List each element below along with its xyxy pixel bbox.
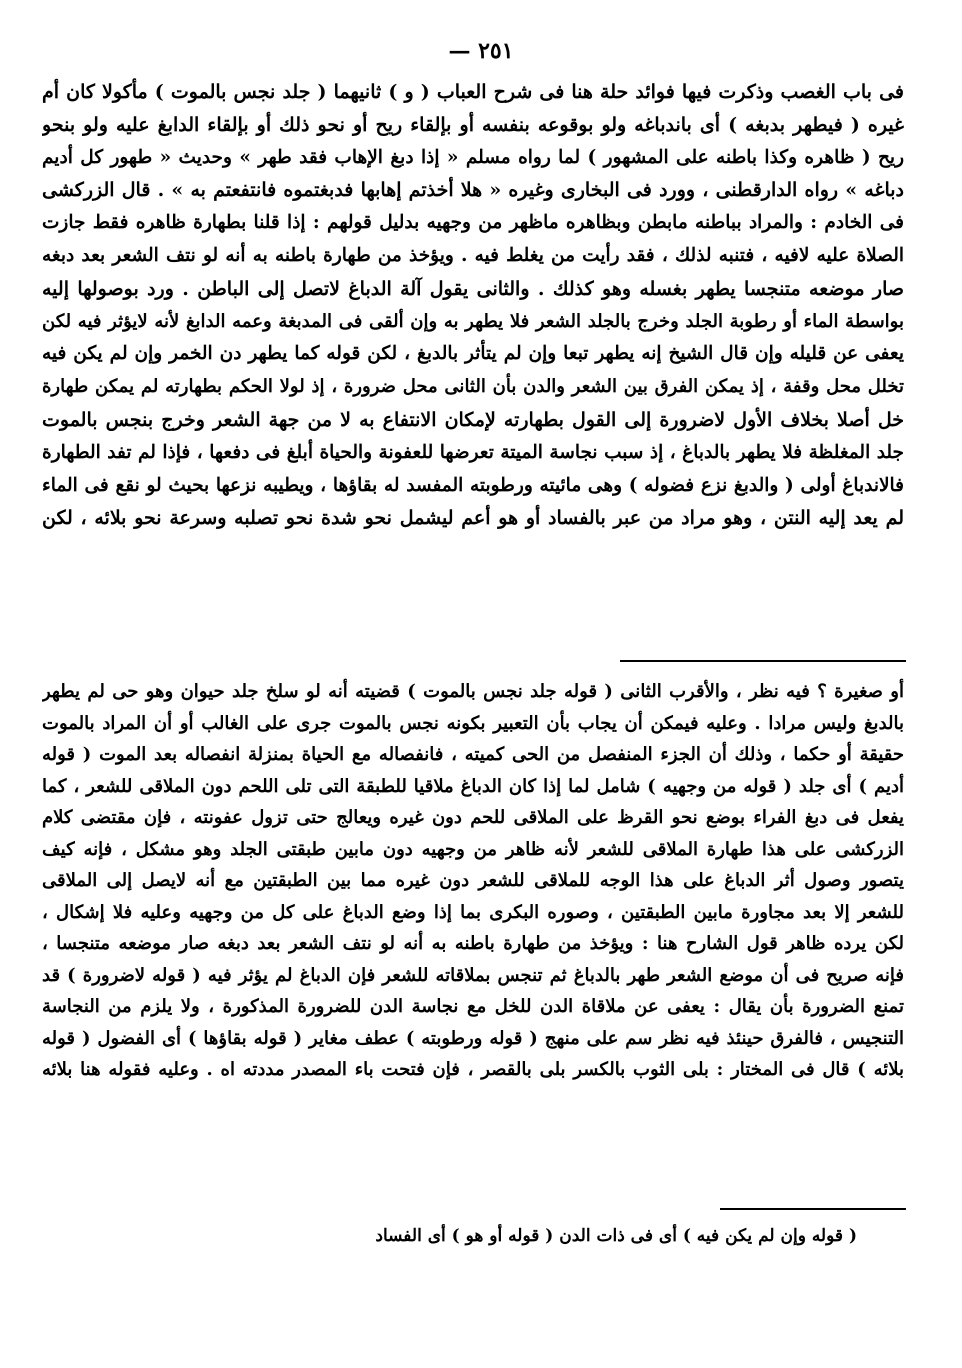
commentary-line: أو صغيرة ؟ فيه نظر ، والأقرب الثانى ( قوله جلد نجس بالموت ) قضيته أنه لو سلخ جلد حيوان وهو حى لم يطهر (42, 681, 904, 702)
commentary-line: حقيقة أو حكما ، وذلك أن الجزء المنفصل من الحى كميته ، فانفصاله مع الحياة بمنزلة انفصاله بعد الموت ( قوله (42, 744, 904, 765)
commentary-line: للشعر إلا بعد مجاورة مابين الطبقتين ، وصوره البكرى بما إذا وضع الدباغ على كل من وجهيه وعليه فلا إشكال ، (42, 901, 904, 923)
footnote-rule (720, 1208, 906, 1210)
commentary-line: بلائه ) قال فى المختار : بلى الثوب بالكسر بلى بالقصر ، فإن فتحت باء المصدر مددته اه . وعليه فقوله هنا بلائه (42, 1059, 904, 1080)
main-text-line: بواسطة الماء أو رطوبة الجلد وخرج بالجلد الشعر فلا يطهر به وإن ألقى فى المدبغة وعمه الدابغ لأنه لايؤثر فيه لكن (42, 310, 904, 332)
main-text-line: صار موضعه متنجسا يطهر بغسله وهو كذلك . والثانى يقول آلة الدباغ لاتصل إلى الباطن . ورد بوصولها إليه (42, 277, 904, 300)
main-text-line: خل أصلا بخلاف الأول لاضرورة إلى القول بطهارته لإمكان الانتفاع به لا من جهة الشعر وخرج بنجس بالموت (42, 408, 904, 431)
commentary-line: فإنه صريح فى أن موضع الشعر طهر بالدباغ ثم تنجس بملاقاته للشعر فإن الدباغ لم يؤثر فيه ( قوله لاضرورة ) قد (42, 964, 904, 986)
page-number: — ٢٥١ (448, 38, 514, 64)
separator-rule (620, 660, 906, 662)
footnote-block (42, 1222, 857, 1250)
commentary-line: الزركشى على هذا طهارة الملاقى للشعر لأنه ظاهر من وجهيه دون مابين طبقتى الجلد وهو مشكل ، فإنه كيف (42, 838, 904, 860)
commentary-line: بالدبغ وليس مرادا . وعليه فيمكن أن يجاب بأن التعبير بكونه نجس بالموت جرى على الغالب أو أن المراد بالموت (42, 712, 904, 734)
footnote-line: ( قوله وإن لم يكن فيه ) أى فى ذات الدن ( قوله أو هو ) أى الفساد (375, 1226, 857, 1246)
commentary-line: يتصور وصول أثر الدباغ على هذا الوجه للملاقى للشعر دون غيره مما بين الطبقتين مع أنه لايصل إلى الملاقى (42, 870, 904, 891)
main-text-line: فى باب الغصب وذكرت فيها فوائد حلة هنا فى شرح العباب ( و ) ثانيهما ( جلد نجس بالموت ) مأكولا كان أم (42, 81, 904, 103)
main-text-line: يعفى عن قليله وإن قال الشيخ إنه يطهر تبعا وإن لم يتأثر بالدبغ ، لكن قوله كما يطهر دن الخمر وإن لم يكن فيه (42, 343, 904, 365)
main-text-line: الصلاة عليه لافيه ، فتنبه لذلك ، فقد رأيت من يغلط فيه . ويؤخذ من طهارة باطنه به أنه لو نتف الشعر بعد دبغه (42, 244, 904, 266)
commentary-line: تمنع الضرورة بأن يقال : يعفى عن ملاقاة الدن للخل مع نجاسة الدن للضرورة المذكورة ، ولا يلزم من النجاسة (42, 996, 904, 1017)
commentary-line: التنجيس ، فالفرق حينئذ فيه نظر سم على منهج ( قوله ورطوبته ) عطف مغاير ( قوله بقاؤها ) أى الفضول ( قوله (42, 1027, 904, 1049)
main-text-block (42, 76, 904, 535)
main-text-line: فالاندباغ أولى ( والدبغ نزع فضوله ) وهى مائيته ورطوبته المفسد له بقاؤها ، ويطيبه نزعها بحيث لو نقع فى الماء (42, 474, 904, 496)
main-text-line: غيره ( فيطهر بدبغه ) أى باندباغه ولو بوقوعه بنفسه أو بإلقاء ريح أو نحو ذلك أو بإلقاء الدابغ عليه ولو بنحو (42, 113, 904, 136)
main-text-line: جلد المغلظة فلا يطهر بالدباغ ، إذ سبب نجاسة الميتة تعرضها للعفونة والحياة أبلغ فى دفعها ، فإذا لم تفد الطهارة (42, 441, 904, 463)
main-text-line: تخلل محل وقفة ، إذ يمكن الفرق بين الشعر والدن بأن الثانى محل ضرورة ، إذ لولا الحكم بطهارته لم يمكن طهارة (42, 376, 904, 398)
commentary-block (42, 676, 904, 1086)
main-text-line: دباغه » رواه الدارقطنى ، وورد فى البخارى وغيره « هلا أخذتم إهابها فدبغتموه فانتفعتم به » . قال الزركشى (42, 179, 904, 202)
main-text-line: فى الخادم : والمراد بباطنه مابطن وبظاهره ماظهر من وجهيه بدليل قولهم : إذا قلنا بطهارة ظاهره فقط جازت (42, 212, 904, 234)
main-text-line: ريح ( ظاهره وكذا باطنه على المشهور ) لما رواه مسلم « إذا دبغ الإهاب فقد طهر » وحديث « طهور كل أديم (42, 146, 904, 168)
commentary-line: لكن يرده ظاهر قول الشارح هنا : ويؤخذ من طهارة باطنه به أنه لو نتف الشعر بعد دبغه صار موضعه متنجسا ، (42, 933, 904, 954)
commentary-line: أديم ) أى جلد ( قوله من وجهيه ) شامل لما إذا كان الدباغ ملاقيا للطبقة التى تلى اللحم دون الملاقى للشعر ، كما (42, 775, 904, 797)
main-text-line: لم يعد إليه النتن ، وهو مراد من عبر بالفساد أو هو أعم ليشمل نحو شدة نحو تصلبه وسرعة نحو بلائه ، لكن (42, 507, 904, 530)
commentary-line: يفعل فى دبغ الفراء بوضع نحو القرظ على الملاقى للحم دون غيره ويعالج حتى تزول عفونته ، فإن مقتضى كلام (42, 807, 904, 828)
